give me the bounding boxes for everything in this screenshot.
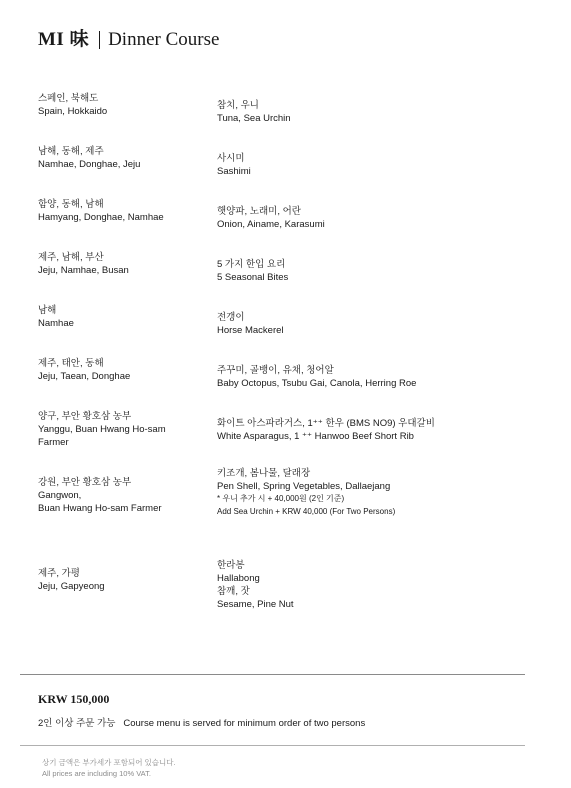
course-dish [217,467,547,517]
vat-note-korean: 상기 금액은 부가세가 포함되어 있습니다. [42,758,176,767]
vat-note-english: All prices are including 10% VAT. [42,769,151,778]
vat-note [42,757,176,779]
course-dish [217,311,547,337]
menu-header [38,24,219,51]
origin-korean: 제주, 가평 [38,568,80,579]
restaurant-logo: MI 味 [38,29,90,50]
dish-english: Baby Octopus, Tsubu Gai, Canola, Herring Roe [217,378,417,389]
origin-english: Namhae, Donghae, Jeju [38,159,141,170]
course-origin [38,92,208,118]
dish-korean: 화이트 아스파라거스, 1⁺⁺ 한우 (BMS NO9) 우대갈비 [217,418,435,429]
supplement-note-korean: * 우니 추가 시 + 40,000원 (2인 기준) [217,494,345,503]
dish-korean: 한라봉 [217,560,245,571]
dish-english: Pen Shell, Spring Vegetables, Dallaejang [217,481,391,492]
origin-english: Jeju, Gapyeong [38,581,105,592]
course-origin [38,198,208,224]
supplement-note-english: Add Sea Urchin + KRW 40,000 (For Two Persons) [217,507,396,516]
course-origin [38,304,208,330]
course-dish [217,559,547,611]
origin-korean: 양구, 부안 황호삼 농부 [38,411,132,422]
origin-korean: 강원, 부안 황호삼 농부 [38,477,132,488]
course-price: KRW 150,000 [38,692,110,706]
origin-english-line-2: Buan Hwang Ho-sam Farmer [38,503,162,514]
dish-korean: 사시미 [217,153,245,164]
dish-english: Tuna, Sea Urchin [217,113,291,124]
dish-korean: 햇양파, 노래미, 어란 [217,206,301,217]
course-origin [38,357,208,383]
minimum-order-english: Course menu is served for minimum order of two persons [123,718,366,729]
course-origin [38,476,208,515]
dish-korean: 전갱이 [217,312,245,323]
dish-english-2: Sesame, Pine Nut [217,599,294,610]
dish-korean: 키조개, 봄나물, 달래장 [217,468,311,479]
origin-english: Gangwon, [38,490,82,501]
course-dish [217,99,547,125]
dish-korean: 5 가지 한입 요리 [217,259,286,270]
dish-english: Onion, Ainame, Karasumi [217,219,325,230]
course-origin [38,567,208,593]
origin-korean: 남해, 동해, 제주 [38,146,104,157]
dish-english: 5 Seasonal Bites [217,272,289,283]
origin-english: Spain, Hokkaido [38,106,108,117]
course-dish [217,258,547,284]
course-dish [217,417,547,443]
dish-korean: 주꾸미, 골뱅이, 유채, 청어알 [217,365,334,376]
course-origin [38,410,188,449]
minimum-order-korean: 2인 이상 주문 가능 [38,718,116,729]
origin-english: Hamyang, Donghae, Namhae [38,212,164,223]
dish-korean: 참치, 우니 [217,100,259,111]
dish-english: White Asparagus, 1 ⁺⁺ Hanwoo Beef Short Rib [217,431,414,442]
course-origin [38,251,208,277]
origin-english: Yanggu, Buan Hwang Ho-sam Farmer [38,424,166,448]
origin-korean: 제주, 남해, 부산 [38,252,104,263]
dish-english: Sashimi [217,166,251,177]
origin-korean: 함양, 동해, 남해 [38,199,104,210]
origin-korean: 남해 [38,305,57,316]
course-origin [38,145,208,171]
dish-korean-2: 참깨, 잣 [217,586,250,597]
origin-english: Namhae [38,318,74,329]
origin-korean: 제주, 태안, 동해 [38,358,104,369]
origin-english: Jeju, Namhae, Busan [38,265,129,276]
dish-english: Horse Mackerel [217,325,284,336]
page-title: Dinner Course [99,31,219,49]
origin-english: Jeju, Taean, Donghae [38,371,131,382]
course-dish [217,205,547,231]
divider [20,674,525,675]
course-dish [217,152,547,178]
origin-korean: 스페인, 북해도 [38,93,99,104]
divider [20,745,525,746]
course-dish [217,364,547,390]
minimum-order-note [38,715,365,729]
dish-english: Hallabong [217,573,260,584]
